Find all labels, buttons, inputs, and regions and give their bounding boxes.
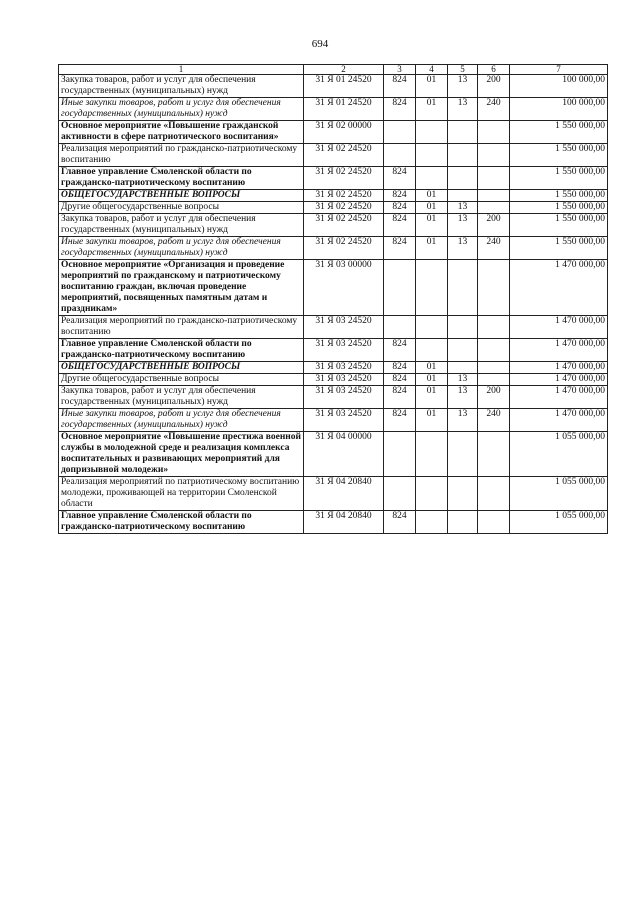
table-row	[59, 362, 608, 374]
grbs-cell	[384, 432, 416, 477]
expense-type-cell	[478, 316, 510, 339]
section-cell: 01	[416, 214, 448, 237]
section-cell	[416, 477, 448, 511]
table-row	[59, 511, 608, 534]
table-row	[59, 409, 608, 432]
expense-type-cell: 200	[478, 75, 510, 98]
code-cell: 31 Я 03 24520	[304, 409, 384, 432]
expense-type-cell: 240	[478, 409, 510, 432]
table-row	[59, 477, 608, 511]
name-cell: Реализация мероприятий по патриотическому воспитанию молодежи, проживающей на территории Смоленской области	[59, 477, 304, 511]
budget-table	[58, 64, 608, 534]
expense-type-cell	[478, 260, 510, 316]
expense-type-cell	[478, 432, 510, 477]
expense-type-cell	[478, 374, 510, 386]
header-col-6: 6	[478, 65, 510, 75]
name-cell: Основное мероприятие «Повышение престижа военной службы в молодежной среде и реализация комплекса воспитательных и развивающих мероприятий для допризывной молодежи»	[59, 432, 304, 477]
table-row	[59, 167, 608, 190]
amount-cell: 1 470 000,00	[510, 339, 608, 362]
amount-cell: 1 550 000,00	[510, 237, 608, 260]
section-cell: 01	[416, 374, 448, 386]
grbs-cell	[384, 477, 416, 511]
grbs-cell: 824	[384, 511, 416, 534]
section-cell: 01	[416, 386, 448, 409]
code-cell: 31 Я 03 24520	[304, 386, 384, 409]
code-cell: 31 Я 01 24520	[304, 98, 384, 121]
subsection-cell	[448, 511, 478, 534]
grbs-cell: 824	[384, 409, 416, 432]
section-cell	[416, 121, 448, 144]
subsection-cell: 13	[448, 202, 478, 214]
name-cell: Главное управление Смоленской области по гражданско-патриотическому воспитанию	[59, 167, 304, 190]
subsection-cell	[448, 339, 478, 362]
amount-cell: 100 000,00	[510, 98, 608, 121]
subsection-cell	[448, 260, 478, 316]
grbs-cell: 824	[384, 98, 416, 121]
name-cell: Другие общегосударственные вопросы	[59, 202, 304, 214]
subsection-cell	[448, 121, 478, 144]
subsection-cell: 13	[448, 374, 478, 386]
code-cell: 31 Я 04 00000	[304, 432, 384, 477]
code-cell: 31 Я 02 00000	[304, 121, 384, 144]
section-cell: 01	[416, 190, 448, 202]
amount-cell: 1 470 000,00	[510, 362, 608, 374]
code-cell: 31 Я 03 24520	[304, 316, 384, 339]
amount-cell: 1 470 000,00	[510, 386, 608, 409]
grbs-cell: 824	[384, 339, 416, 362]
table-row	[59, 98, 608, 121]
header-col-4: 4	[416, 65, 448, 75]
expense-type-cell	[478, 477, 510, 511]
amount-cell: 1 550 000,00	[510, 190, 608, 202]
name-cell: Реализация мероприятий по гражданско-патриотическому воспитанию	[59, 316, 304, 339]
section-cell: 01	[416, 237, 448, 260]
subsection-cell	[448, 167, 478, 190]
subsection-cell: 13	[448, 98, 478, 121]
name-cell: Иные закупки товаров, работ и услуг для обеспечения государственных (муниципальных) нужд	[59, 237, 304, 260]
section-cell	[416, 260, 448, 316]
table-row	[59, 121, 608, 144]
grbs-cell	[384, 260, 416, 316]
grbs-cell	[384, 144, 416, 167]
code-cell: 31 Я 03 24520	[304, 374, 384, 386]
grbs-cell: 824	[384, 190, 416, 202]
amount-cell: 1 470 000,00	[510, 409, 608, 432]
section-cell	[416, 167, 448, 190]
expense-type-cell	[478, 121, 510, 144]
code-cell: 31 Я 02 24520	[304, 144, 384, 167]
table-row	[59, 339, 608, 362]
table-row	[59, 144, 608, 167]
header-col-7: 7	[510, 65, 608, 75]
grbs-cell: 824	[384, 237, 416, 260]
amount-cell: 1 055 000,00	[510, 432, 608, 477]
expense-type-cell	[478, 362, 510, 374]
subsection-cell: 13	[448, 386, 478, 409]
name-cell: ОБЩЕГОСУДАРСТВЕННЫЕ ВОПРОСЫ	[59, 362, 304, 374]
subsection-cell: 13	[448, 214, 478, 237]
subsection-cell: 13	[448, 75, 478, 98]
subsection-cell: 13	[448, 237, 478, 260]
code-cell: 31 Я 03 00000	[304, 260, 384, 316]
name-cell: ОБЩЕГОСУДАРСТВЕННЫЕ ВОПРОСЫ	[59, 190, 304, 202]
name-cell: Закупка товаров, работ и услуг для обеспечения государственных (муниципальных) нужд	[59, 214, 304, 237]
subsection-cell	[448, 190, 478, 202]
code-cell: 31 Я 02 24520	[304, 190, 384, 202]
grbs-cell	[384, 121, 416, 144]
grbs-cell: 824	[384, 167, 416, 190]
expense-type-cell	[478, 339, 510, 362]
table-row	[59, 214, 608, 237]
expense-type-cell: 240	[478, 237, 510, 260]
section-cell: 01	[416, 98, 448, 121]
expense-type-cell	[478, 144, 510, 167]
name-cell: Иные закупки товаров, работ и услуг для обеспечения государственных (муниципальных) нужд	[59, 98, 304, 121]
expense-type-cell: 240	[478, 98, 510, 121]
grbs-cell: 824	[384, 214, 416, 237]
amount-cell: 1 550 000,00	[510, 214, 608, 237]
table-row	[59, 237, 608, 260]
amount-cell: 1 550 000,00	[510, 167, 608, 190]
amount-cell: 1 550 000,00	[510, 202, 608, 214]
name-cell: Основное мероприятие «Организация и проведение мероприятий по гражданскому и патриотическому воспитанию граждан, включая проведение мероприятий, посвященных памятным датам и праздникам»	[59, 260, 304, 316]
table-row	[59, 260, 608, 316]
section-cell	[416, 339, 448, 362]
header-col-5: 5	[448, 65, 478, 75]
table-row	[59, 432, 608, 477]
grbs-cell: 824	[384, 362, 416, 374]
subsection-cell	[448, 362, 478, 374]
code-cell: 31 Я 03 24520	[304, 339, 384, 362]
amount-cell: 1 550 000,00	[510, 121, 608, 144]
header-col-1: 1	[59, 65, 304, 75]
grbs-cell: 824	[384, 386, 416, 409]
section-cell	[416, 432, 448, 477]
expense-type-cell: 200	[478, 386, 510, 409]
section-cell	[416, 316, 448, 339]
grbs-cell: 824	[384, 202, 416, 214]
header-row	[59, 65, 608, 75]
code-cell: 31 Я 02 24520	[304, 202, 384, 214]
name-cell: Закупка товаров, работ и услуг для обеспечения государственных (муниципальных) нужд	[59, 386, 304, 409]
code-cell: 31 Я 02 24520	[304, 167, 384, 190]
page-number: 694	[311, 38, 329, 50]
name-cell: Другие общегосударственные вопросы	[59, 374, 304, 386]
grbs-cell: 824	[384, 374, 416, 386]
table-row	[59, 316, 608, 339]
expense-type-cell	[478, 202, 510, 214]
amount-cell: 1 055 000,00	[510, 477, 608, 511]
subsection-cell	[448, 316, 478, 339]
header-col-2: 2	[304, 65, 384, 75]
code-cell: 31 Я 03 24520	[304, 362, 384, 374]
code-cell: 31 Я 02 24520	[304, 237, 384, 260]
expense-type-cell	[478, 190, 510, 202]
amount-cell: 1 055 000,00	[510, 511, 608, 534]
table-row	[59, 374, 608, 386]
table-row	[59, 386, 608, 409]
header-col-3: 3	[384, 65, 416, 75]
table-row	[59, 202, 608, 214]
amount-cell: 1 470 000,00	[510, 316, 608, 339]
grbs-cell: 824	[384, 75, 416, 98]
code-cell: 31 Я 04 20840	[304, 511, 384, 534]
expense-type-cell	[478, 167, 510, 190]
name-cell: Главное управление Смоленской области по гражданско-патриотическому воспитанию	[59, 339, 304, 362]
table-row	[59, 75, 608, 98]
amount-cell: 1 470 000,00	[510, 260, 608, 316]
grbs-cell	[384, 316, 416, 339]
expense-type-cell: 200	[478, 214, 510, 237]
section-cell	[416, 511, 448, 534]
code-cell: 31 Я 04 20840	[304, 477, 384, 511]
subsection-cell: 13	[448, 409, 478, 432]
name-cell: Главное управление Смоленской области по гражданско-патриотическому воспитанию	[59, 511, 304, 534]
name-cell: Реализация мероприятий по гражданско-патриотическому воспитанию	[59, 144, 304, 167]
subsection-cell	[448, 477, 478, 511]
amount-cell: 1 470 000,00	[510, 374, 608, 386]
section-cell: 01	[416, 362, 448, 374]
amount-cell: 100 000,00	[510, 75, 608, 98]
section-cell	[416, 144, 448, 167]
table-row	[59, 190, 608, 202]
name-cell: Иные закупки товаров, работ и услуг для обеспечения государственных (муниципальных) нужд	[59, 409, 304, 432]
name-cell: Основное мероприятие «Повышение гражданской активности в сфере патриотического воспитания»	[59, 121, 304, 144]
subsection-cell	[448, 144, 478, 167]
section-cell: 01	[416, 202, 448, 214]
code-cell: 31 Я 01 24520	[304, 75, 384, 98]
section-cell: 01	[416, 409, 448, 432]
subsection-cell	[448, 432, 478, 477]
amount-cell: 1 550 000,00	[510, 144, 608, 167]
expense-type-cell	[478, 511, 510, 534]
code-cell: 31 Я 02 24520	[304, 214, 384, 237]
section-cell: 01	[416, 75, 448, 98]
name-cell: Закупка товаров, работ и услуг для обеспечения государственных (муниципальных) нужд	[59, 75, 304, 98]
